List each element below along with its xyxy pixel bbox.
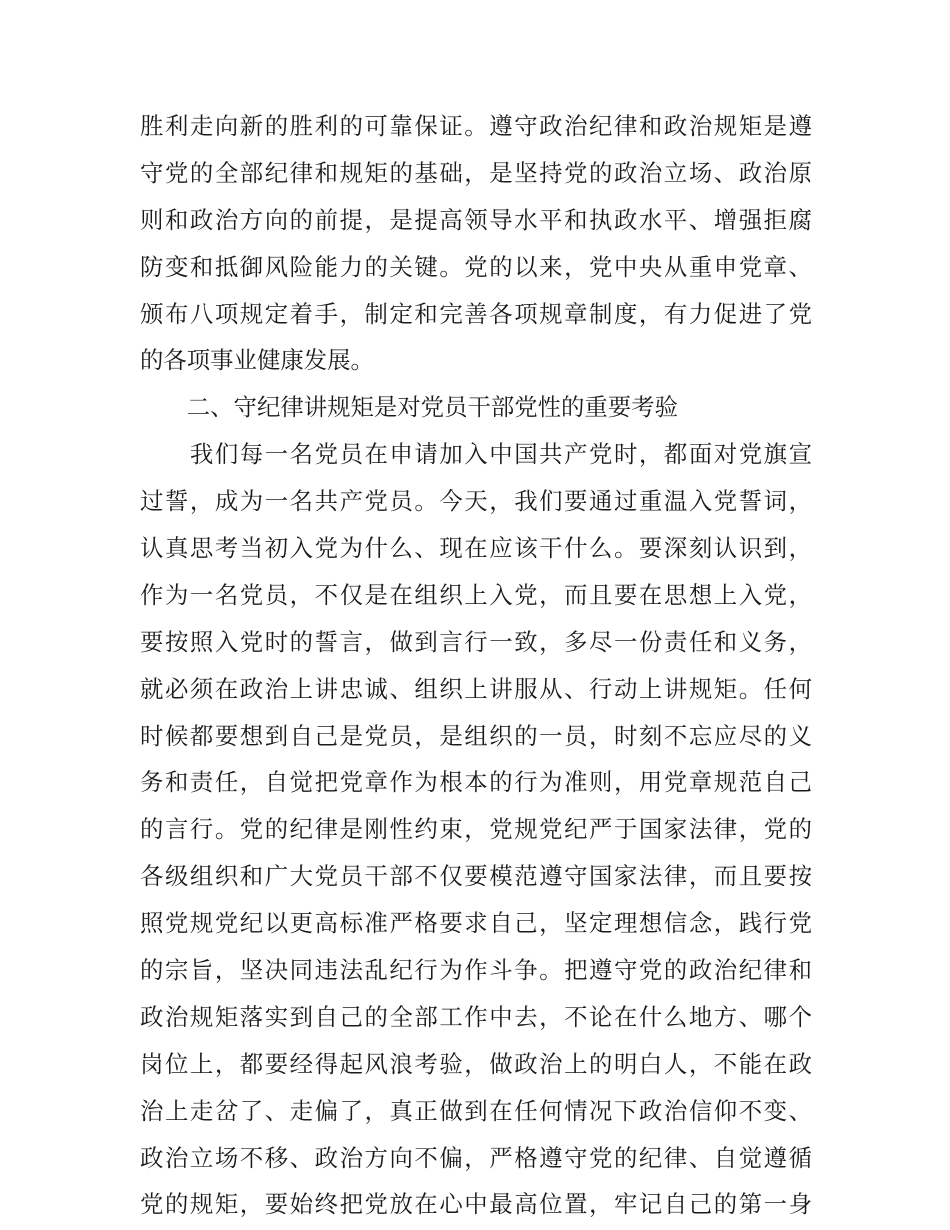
text-line: 岗位上，都要经得起风浪考验，做政治上的明白人，不能在政 [140,1049,812,1078]
text-line: 认真思考当初入党为什么、现在应该干什么。要深刻认识到， [140,534,812,563]
text-line: 照党规党纪以更高标准严格要求自己，坚定理想信念，践行党 [140,909,812,938]
text-line: 胜利走向新的胜利的可靠保证。遵守政治纪律和政治规矩是遵 [140,112,812,140]
paragraph [140,384,812,431]
paragraph [140,103,812,384]
text-line: 政治立场不移、政治方向不偏，严格遵守党的纪律、自觉遵循 [140,1143,812,1172]
text-line: 过誓，成为一名共产党员。今天，我们要通过重温入党誓词， [140,487,812,516]
text-line: 二、守纪律讲规矩是对党员干部党性的重要考验 [140,393,678,422]
document-body [140,103,812,1228]
text-line: 守党的全部纪律和规矩的基础，是坚持党的政治立场、政治原 [140,158,812,187]
text-line: 我们每一名党员在申请加入中国共产党时，都面对党旗宣 [140,440,812,469]
text-line: 党的规矩，要始终把党放在心中最高位置，牢记自己的第一身 [140,1190,812,1219]
text-line: 的各项事业健康发展。 [140,346,374,375]
paragraph [140,431,812,1228]
text-line: 要按照入党时的誓言，做到言行一致，多尽一份责任和义务， [140,627,812,656]
text-line: 政治规矩落实到自己的全部工作中去，不论在什么地方、哪个 [140,1002,812,1031]
text-line: 则和政治方向的前提，是提高领导水平和执政水平、增强拒腐 [140,205,812,234]
text-line: 防变和抵御风险能力的关键。党的以来，党中央从重申党章、 [140,252,812,281]
text-line: 颁布八项规定着手，制定和完善各项规章制度，有力促进了党 [140,299,812,328]
text-line: 时候都要想到自己是党员，是组织的一员，时刻不忘应尽的义 [140,721,812,750]
text-line: 各级组织和广大党员干部不仅要模范遵守国家法律，而且要按 [140,862,812,891]
text-line: 治上走岔了、走偏了，真正做到在任何情况下政治信仰不变、 [140,1096,812,1125]
text-line: 就必须在政治上讲忠诚、组织上讲服从、行动上讲规矩。任何 [140,674,812,703]
text-line: 务和责任，自觉把党章作为根本的行为准则，用党章规范自己 [140,768,812,797]
text-line: 作为一名党员，不仅是在组织上入党，而且要在思想上入党， [140,580,812,609]
text-line: 的宗旨，坚决同违法乱纪行为作斗争。把遵守党的政治纪律和 [140,956,812,985]
text-line: 的言行。党的纪律是刚性约束，党规党纪严于国家法律，党的 [140,815,812,844]
